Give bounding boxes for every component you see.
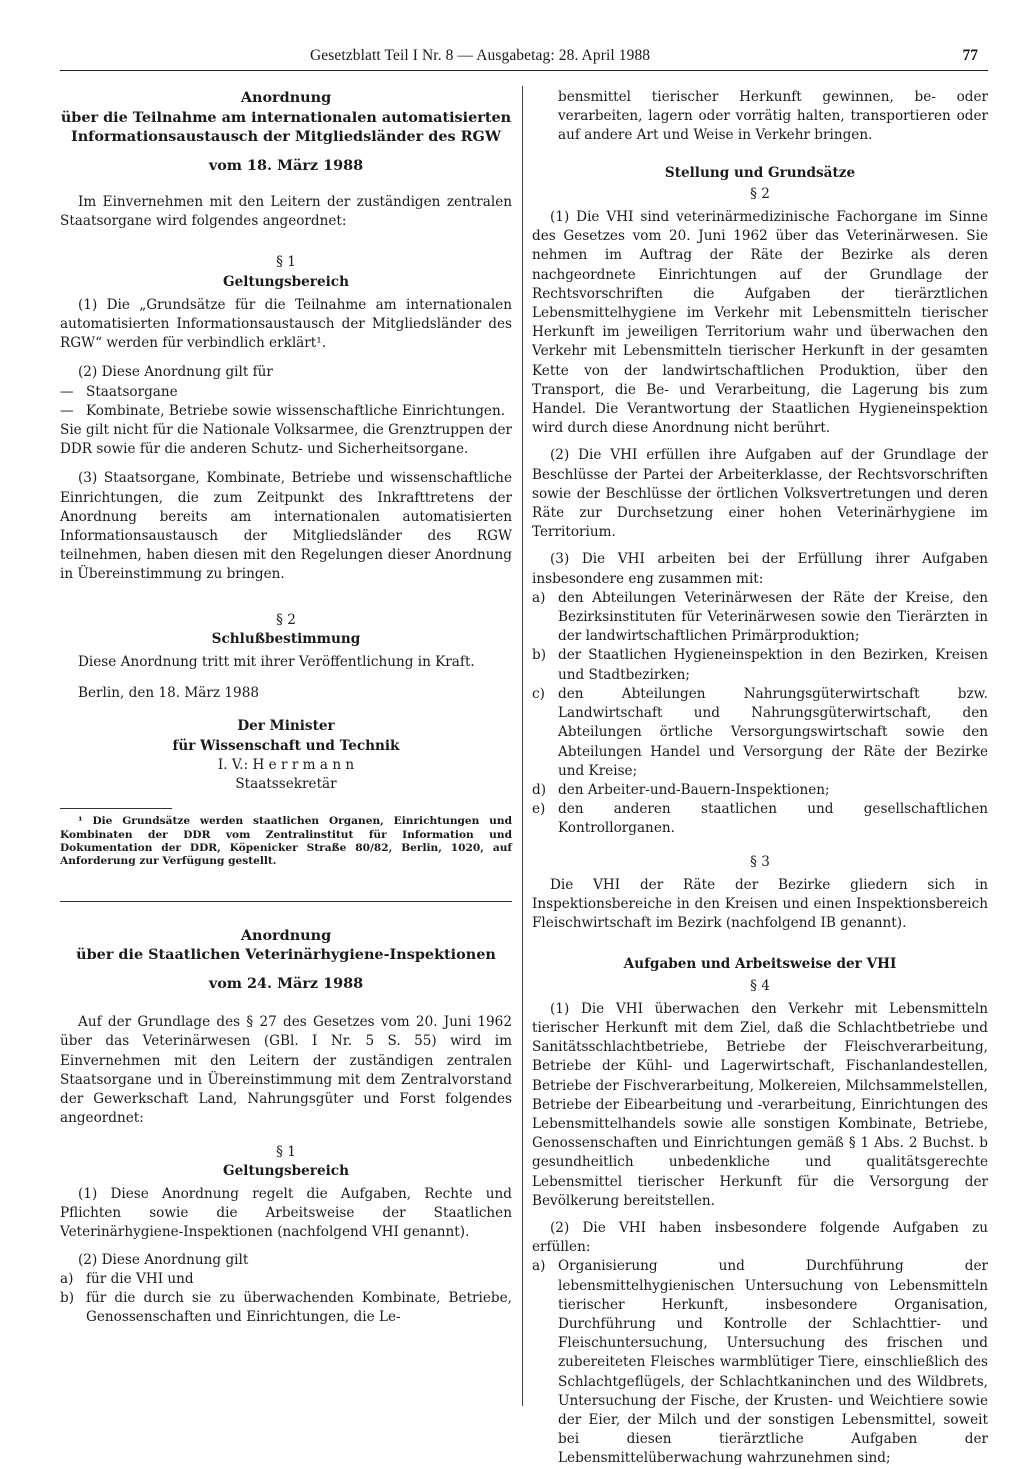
doc2-preamble: Auf der Grundlage des § 27 des Gesetzes vom 20. Juni 1962 über das Veterinärwesen (GBl. I Nr. 5 S. 55) wird im Einvernehmen mit den Leitern der zuständigen zentralen Staatsorgane und in Übereinstimmung mit dem Zentralvorstand der Gewerkschaft Land, Nahrungsgüter und Forst folgendes angeordnet: — [60, 1014, 512, 1127]
doc2-section3-number: § 3 — [750, 853, 770, 870]
list-item: a) den Abteilungen Veterinärwesen der Räte der Kreise, den Bezirksinstituten für Veterinärwesen sowie den Tierärzten in der landwirtschaftlichen Primärproduktion; — [532, 589, 988, 645]
list-item: c) den Abteilungen Nahrungsgüterwirtschaft bzw. Landwirtschaft und Nahrungsgüterwirtschaft, den Abteilungen örtliche Versorgungswirtschaft sowie den Abteilungen Handel und Versorgung der Räte der Bezirke und Kreise; — [532, 685, 988, 779]
doc1-s1-dash-list — [60, 383, 512, 421]
doc1-title-line2: über die Teilnahme am internationalen automatisierten — [60, 108, 512, 126]
doc1-section1-number: § 1 — [276, 254, 296, 271]
doc2-s2-paragraph3: (3) Die VHI arbeiten bei der Erfüllung ihrer Aufgaben insbesondere eng zusammen mit: — [532, 551, 988, 587]
doc1-s1-paragraph1: (1) Die „Grundsätze für die Teilnahme am internationalen automatisierten Informationsaustausch der Mitgliedsländer des RGW“ werden für verbindlich erklärt¹. — [60, 296, 512, 352]
list-item: a) Organisierung und Durchführung der lebensmittelhygienischen Untersuchung von Lebensmitteln tierischer Herkunft, insbesondere Organisation, Durchführung und Kontrolle der Schlachttier- und Fleischuntersuchung, Untersuchung des frischen und zubereiteten Fleisches warmblütiger Tiere, einschließlich des Schlachtgeflügels, der Schlachtkaninchen und des Wildbrets, Untersuchung der Fische, der Krusten- und Weichtiere sowie der Eier, der Milch und der sonstigen Lebensmittel, soweit bei diesen tierärztliche Aufgaben der Lebensmittelüberwachung wahrzunehmen sind; — [532, 1258, 988, 1467]
doc2-s1-list-continuation: bensmittel tierischer Herkunft gewinnen, be- oder verarbeiten, lagern oder vorrätig halten, transportieren oder auf andere Art und Weise in Verkehr bringen. — [558, 89, 988, 144]
doc2-section4-heading: Aufgaben und Arbeitsweise der VHI — [623, 956, 897, 973]
doc1-section1-heading: Geltungsbereich — [223, 273, 349, 290]
right-column — [532, 88, 988, 1469]
doc1-s1-paragraph3: (3) Staatsorgane, Kombinate, Betriebe und wissenschaftliche Einrichtungen, die zum Zeitpunkt des Inkrafttretens der Anordnung bereits am internationalen automatisierten Informationsaustausch der Mitgliedsländer des RGW teilnehmen, haben diesen mit den Regelungen dieser Anordnung in Übereinstimmung zu bringen. — [60, 470, 512, 583]
footnote-rule — [60, 808, 172, 809]
doc1-date: vom 18. März 1988 — [208, 156, 364, 174]
doc2-s2-paragraph2: (2) Die VHI erfüllen ihre Aufgaben auf der Grundlage der Beschlüsse der Partei der Arbeiterklasse, der Rechtsvorschriften sowie der Beschlüsse der örtlichen Volksvertretungen und deren Räte zur Durchsetzung einer hohen Veterinärhygiene im Territorium. — [532, 447, 988, 541]
doc2-section2-heading: Stellung und Grundsätze — [664, 164, 856, 181]
doc1-place-date: Berlin, den 18. März 1988 — [78, 685, 259, 702]
list-item: b) der Staatlichen Hygieneinspektion in den Bezirken, Kreisen und Stadtbezirken; — [532, 647, 988, 683]
doc2-section2-number: § 2 — [750, 185, 770, 202]
doc1-signature-line3: I. V.: H e r r m a n n — [217, 756, 355, 773]
list-item: — Staatsorgane — [60, 383, 178, 400]
doc2-s4-paragraph2: (2) Die VHI haben insbesondere folgende Aufgaben zu erfüllen: — [532, 1219, 988, 1256]
doc2-s1-paragraph1: (1) Diese Anordnung regelt die Aufgaben, Rechte und Pflichten sowie die Arbeitsweise der Staatlichen Veterinärhygiene-Inspektionen (nachfolgend VHI genannt). — [60, 1185, 512, 1241]
doc2-title-line2: über die Staatlichen Veterinärhygiene-Inspektionen — [76, 946, 496, 964]
doc1-s1-paragraph2b: Sie gilt nicht für die Nationale Volksarmee, die Grenztruppen der DDR sowie für die anderen Schutz- und Sicherheitsorgane. — [60, 422, 512, 458]
doc1-footnote: ¹ Die Grundsätze werden staatlichen Organen, Einrichtungen und Kombinaten der DDR vom Zentralinstitut für Information und Dokumentation der DDR, Köpenicker Straße 80/82, Berlin, 1020, auf Anforderung zur Verfügung gestellt. — [60, 815, 512, 868]
doc2-date: vom 24. März 1988 — [208, 975, 364, 993]
doc1-s2-paragraph1: Diese Anordnung tritt mit ihrer Veröffentlichung in Kraft. — [78, 654, 475, 671]
doc2-section1-number: § 1 — [276, 1143, 296, 1160]
list-item: e) den anderen staatlichen und gesellschaftlichen Kontrollorganen. — [532, 801, 988, 837]
list-item: a) für die VHI und — [60, 1270, 194, 1287]
doc2-s4-list — [532, 1257, 988, 1468]
doc1-preamble: Im Einvernehmen mit den Leitern der zuständigen zentralen Staatsorgane wird folgendes angeordnet: — [60, 193, 512, 230]
doc1-s1-paragraph2: (2) Diese Anordnung gilt für — [78, 364, 273, 381]
doc2-s4-paragraph1: (1) Die VHI überwachen den Verkehr mit Lebensmitteln tierischer Herkunft mit dem Ziel, daß die Schlachtbetriebe und Sanitätsschlachtbetriebe, Betriebe der Fleischverarbeitung, Betriebe der Kühl- und Lagerwirtschaft, Fischanlandestellen, Betriebe der Fischverarbeitung, Molkereien, Milchsammelstellen, Betriebe der Eibearbeitung und -verarbeitung, Einrichtungen des Lebensmittelhandels sowie alle sonstigen Kombinate, Betriebe, Genossenschaften und Einrichtungen gemäß § 1 Abs. 2 Buchst. b gesundheitlich unbedenkliche und qualitätsgerechte Lebensmittel tierischer Herkunft für die Versorgung der Bevölkerung bereitstellen. — [532, 1000, 988, 1209]
column-divider — [522, 86, 523, 1406]
doc2-s3-paragraph1: Die VHI der Räte der Bezirke gliedern sich in Inspektionsbereiche in den Kreisen und einen Inspektionsbereich Fleischwirtschaft im Bezirk (nachfolgend IB genannt). — [532, 876, 988, 932]
running-head: Gesetzblatt Teil I Nr. 8 — Ausgabetag: 28. April 1988 — [310, 47, 651, 64]
doc1-signature-line1: Der Minister — [237, 718, 335, 735]
doc1-title — [60, 88, 512, 147]
doc1-section2-number: § 2 — [276, 611, 296, 628]
doc2-section1-heading: Geltungsbereich — [223, 1162, 349, 1179]
doc2-s2-list — [532, 589, 988, 839]
document-separator — [60, 901, 512, 902]
doc2-section4-number: § 4 — [750, 977, 770, 994]
doc1-title-line1: Anordnung — [240, 89, 332, 106]
doc1-title-line3: Informationsaustausch der Mitgliedsländer des RGW — [70, 128, 502, 146]
left-column — [60, 88, 512, 1327]
doc1-signature-line4: Staatssekretär — [235, 776, 337, 793]
page-number: 77 — [962, 47, 978, 64]
doc1-signature-line2: für Wissenschaft und Technik — [172, 737, 400, 754]
list-item: — Kombinate, Betriebe sowie wissenschaftliche Einrichtungen. — [60, 402, 506, 419]
list-item: b) für die durch sie zu überwachenden Kombinate, Betriebe, Genossenschaften und Einrichtungen, die Le- — [60, 1289, 512, 1326]
doc2-s2-paragraph1: (1) Die VHI sind veterinärmedizinische Fachorgane im Sinne des Gesetzes vom 20. Juni 1962 über das Veterinärwesen. Sie nehmen im Auftrag der Räte der Bezirke als deren nachgeordnete Einrichtungen auf der Grundlage der Rechtsvorschriften die Aufgaben der tierärztlichen Lebensmittelhygiene im Verkehr mit Lebensmitteln tierischer Herkunft im jeweiligen Territorium wahr und überwachen den Verkehr mit Lebensmitteln tierischer Herkunft in der gesamten Kette von der landwirtschaftlichen Produktion, über den Transport, die Be- und Verarbeitung, die Lagerung bis zum Handel. Die Verantwortung der Staatlichen Hygieneinspektion wird durch diese Anordnung nicht berührt. — [532, 209, 988, 437]
doc2-title-line1: Anordnung — [240, 926, 332, 944]
doc2-s1-paragraph2: (2) Diese Anordnung gilt — [78, 1251, 249, 1268]
list-item: d) den Arbeiter-und-Bauern-Inspektionen; — [532, 781, 830, 798]
doc2-title — [60, 926, 512, 965]
running-header — [60, 44, 988, 71]
doc1-section2-heading: Schlußbestimmung — [211, 630, 361, 647]
doc2-s1-list — [60, 1270, 512, 1328]
